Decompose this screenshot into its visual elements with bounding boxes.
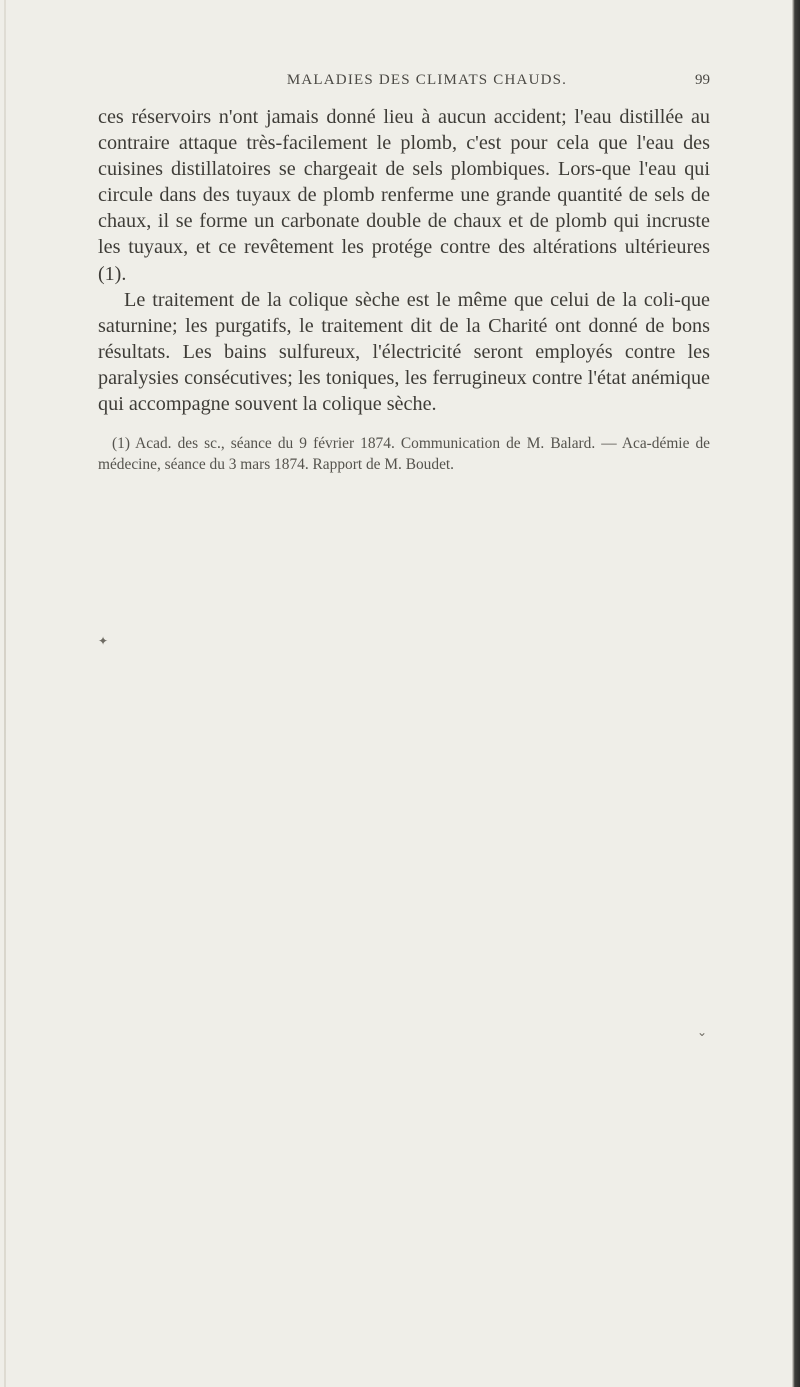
ink-speck: ⌄ bbox=[697, 1025, 708, 1039]
running-title: MALADIES DES CLIMATS CHAUDS. bbox=[286, 72, 568, 88]
ink-speck: ✦ bbox=[98, 634, 109, 648]
footnote-reference: (1). bbox=[98, 262, 127, 285]
footnote-text: (1) Acad. des sc., séance du 9 février 1874. Communication de M. Balard. — Aca-démie de médecine, séance du 3 mars 1874. Rapport de M. Boudet. bbox=[98, 435, 710, 474]
body-text bbox=[98, 104, 710, 417]
book-page bbox=[98, 72, 710, 475]
paragraph-2: Le traitement de la colique sèche est le même que celui de la coli-que saturnine; les purgatifs, le traitement dit de la Charité ont donné de bons résultats. Les bains sulfureux, l'électricité seront employés contre les paralysies consécutives; les toniques, les ferrugineux contre l'état anémique qui accompagne souvent la colique sèche. bbox=[98, 288, 710, 416]
page-header bbox=[98, 72, 710, 98]
page-edge-left bbox=[4, 0, 6, 1387]
paragraph-1-text: ces réservoirs n'ont jamais donné lieu à aucun accident; l'eau distillée au contraire attaque très-facilement le plomb, c'est pour cela que l'eau des cuisines distillatoires se chargeait de sels plombiques. Lors-que l'eau qui circule dans des tuyaux de plomb renferme une grande quantité de sels de chaux, il se forme un carbonate double de chaux et de plomb qui incruste les tuyaux, et ce revêtement les protége contre des altérations ultérieures bbox=[98, 106, 710, 259]
page-number: 99 bbox=[695, 72, 710, 88]
paragraph-1 bbox=[98, 104, 710, 287]
footnote bbox=[98, 433, 710, 475]
page-edge-right bbox=[792, 0, 800, 1387]
